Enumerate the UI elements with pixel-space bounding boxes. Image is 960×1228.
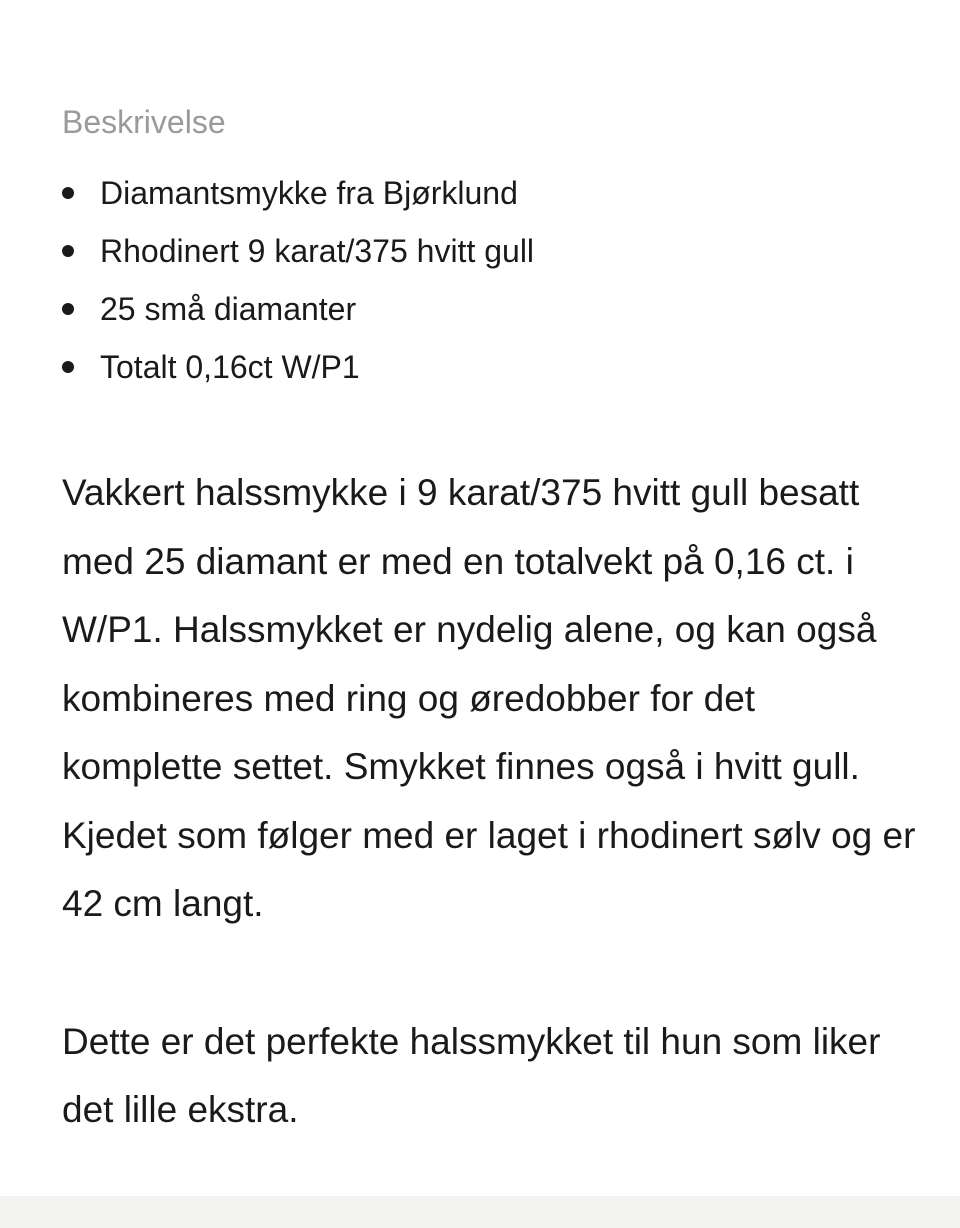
list-item (62, 280, 922, 338)
product-description (62, 100, 922, 1145)
list-item (62, 222, 922, 280)
list-item-text: Diamantsmykke fra Bjørklund (100, 175, 518, 211)
bullet-icon (62, 245, 74, 257)
bullet-icon (62, 187, 74, 199)
list-item-text: Totalt 0,16ct W/P1 (100, 349, 360, 385)
list-item-text: 25 små diamanter (100, 291, 357, 327)
feature-list (62, 164, 922, 396)
section-label: Beskrivelse (62, 104, 226, 140)
bullet-icon (62, 303, 74, 315)
bullet-icon (62, 361, 74, 373)
list-item (62, 338, 922, 396)
list-item (62, 164, 922, 222)
footer-band (0, 1196, 960, 1228)
description-paragraph: Vakkert halssmykke i 9 karat/375 hvitt gull besatt med 25 diamant er med en totalvekt på 0,16 ct. i W/P1. Halssmykket er nydelig alene, og kan også kombineres med ring og øredobber for det komplette settet. Smykket finnes også i hvitt gull. Kjedet som følger med er laget i rhodinert sølv og er 42 cm langt. (62, 472, 916, 924)
description-paragraph: Dette er det perfekte halssmykket til hun som liker det lille ekstra. (62, 1020, 881, 1130)
list-item-text: Rhodinert 9 karat/375 hvitt gull (100, 233, 535, 269)
